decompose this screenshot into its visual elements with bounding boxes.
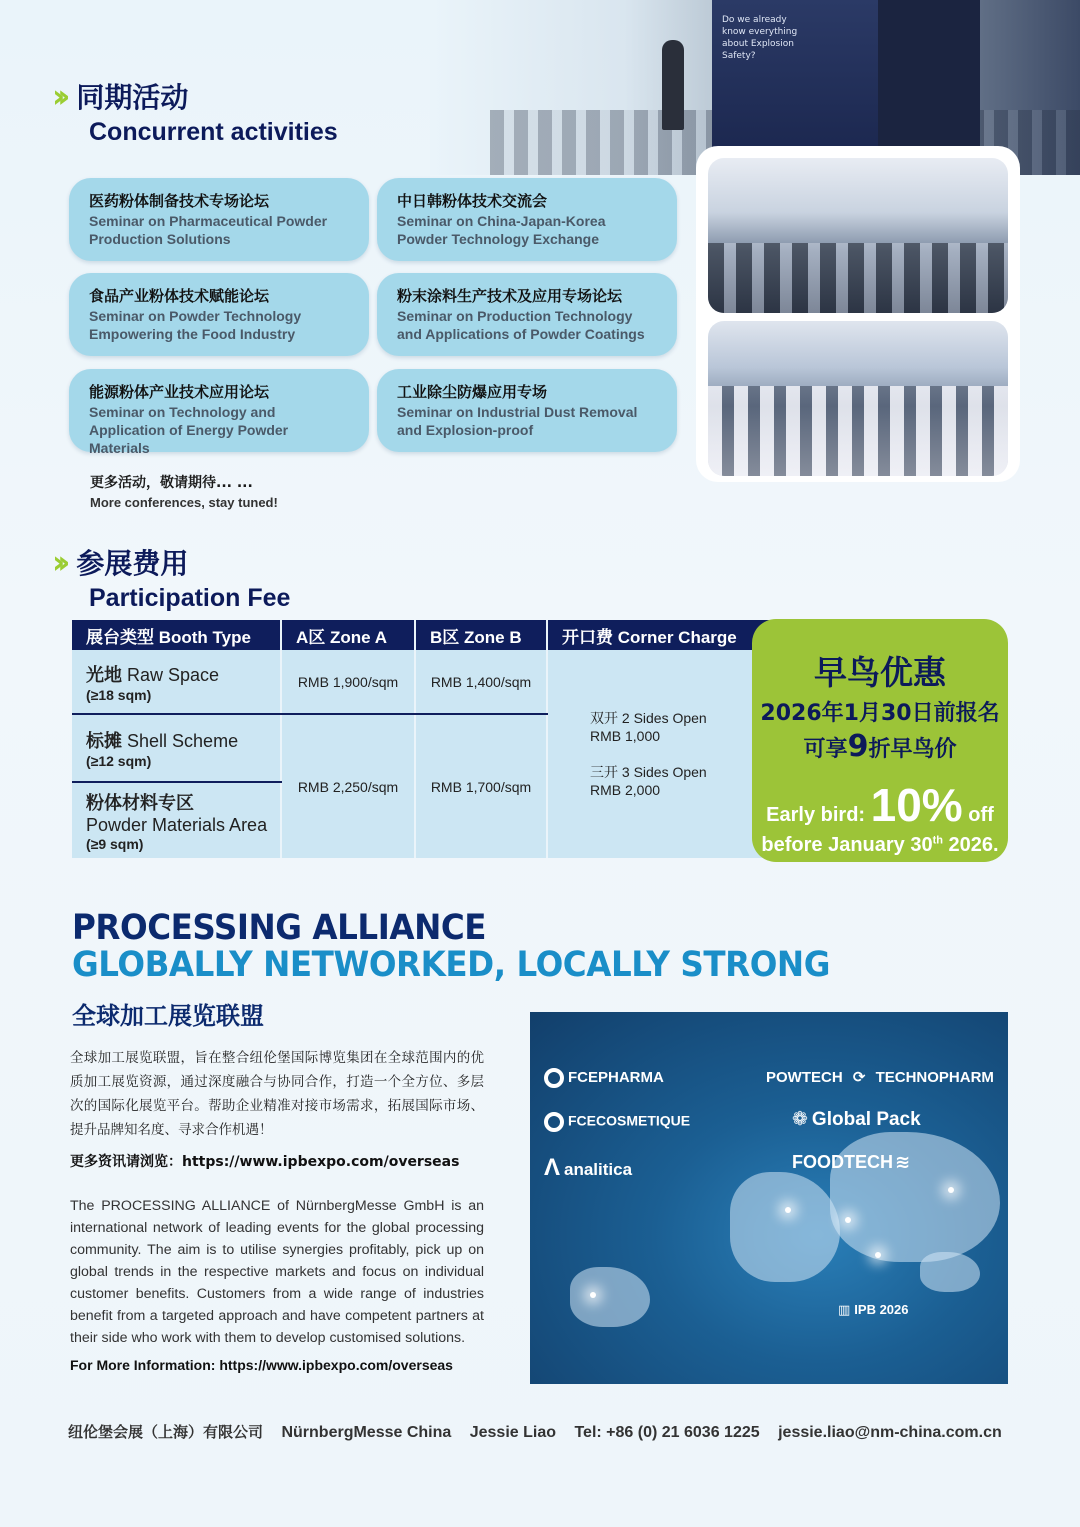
company-name-cn: 纽伦堡会展（上海）有限公司 [68, 1423, 264, 1441]
activity-title-en: Seminar on Powder Technology Empowering the Food Industry [89, 308, 302, 342]
seminar-photo [708, 158, 1008, 313]
activity-card [69, 369, 369, 456]
booth-size: (≥18 sqm) [86, 686, 152, 703]
header-zone-b: B区 Zone B [415, 620, 547, 650]
activity-title-en: Seminar on China-Japan-Korea Powder Technology Exchange [397, 213, 606, 247]
activity-card [377, 369, 677, 452]
booth-name-en: Powder Materials Area [86, 815, 268, 835]
more-activities-cn: 更多活动，敬请期待... ... [90, 475, 253, 491]
booth-size: (≥12 sqm) [86, 753, 152, 769]
activity-title-en: Seminar on Industrial Dust Removal and Explosion-proof [397, 404, 638, 438]
fee-heading [52, 542, 290, 613]
activity-card [377, 178, 677, 261]
activity-title-cn: 粉末涂料生产技术及应用专场论坛 [397, 287, 623, 305]
booth-type-cell [72, 714, 281, 782]
activity-title-en: Seminar on Pharmaceutical Powder Production Solutions [89, 213, 328, 247]
booth-name-en: Raw Space [127, 664, 220, 685]
price-zone-a: RMB 1,900/sqm [281, 650, 415, 714]
alliance-link-cn[interactable]: 更多资讯请浏览：https://www.ipbexpo.com/overseas [70, 1154, 460, 1170]
map-light [590, 1292, 596, 1298]
activity-card [377, 273, 677, 356]
booth-type-cell [72, 650, 281, 714]
early-bird-discount-cn: 可享9折早鸟价 [803, 729, 957, 764]
seminar-photo [708, 321, 1008, 476]
alliance-body-en: The PROCESSING ALLIANCE of NürnbergMesse GmbH is an international network of leading events for the global processing community. The aim is to utilise synergies profitably, pick up on global trends in the respective markets and focus on individual customer benefits. Customers from a wide range of industries benefit from a targeted approach and have competent partners at their side who work with them to develop customised solutions. [70, 1198, 484, 1346]
header-booth-type: 展台类型 Booth Type [72, 620, 281, 650]
corner-three-price: RMB 2,000 [590, 782, 661, 798]
alliance-title-cn: 全球加工展览联盟 [72, 1002, 264, 1030]
booth-name-cn: 标摊 [86, 731, 122, 751]
alliance-subtitle: GLOBALLY NETWORKED, LOCALLY STRONG [72, 945, 830, 985]
activity-title-en: Seminar on Production Technology and Applications of Powder Coatings [397, 308, 645, 342]
corner-three-label: 三开 3 Sides Open [590, 764, 707, 780]
fee-title-en: Participation Fee [89, 584, 291, 612]
fcecosmetique-logo: FCECOSMETIQUE [544, 1112, 690, 1132]
header-zone-a: A区 Zone A [281, 620, 415, 650]
activity-title-cn: 中日韩粉体技术交流会 [397, 192, 548, 210]
alliance-title: PROCESSING ALLIANCE [72, 908, 487, 948]
contact-email[interactable]: jessie.liao@nm-china.com.cn [778, 1424, 1002, 1441]
price-zone-b: RMB 1,700/sqm [415, 714, 547, 858]
side-screen [878, 0, 980, 150]
map-landmass [570, 1267, 650, 1327]
chevron-icon: ›› [52, 543, 63, 581]
activity-title-en: Seminar on Technology and Application of Energy Powder Materials [89, 404, 289, 456]
concurrent-title-en: Concurrent activities [89, 118, 338, 146]
screen-text: Do we already know everything about Explosion Safety? [722, 15, 798, 61]
corner-two-price: RMB 1,000 [590, 728, 661, 744]
powtech-logo: POWTECH ⟳ TECHNOPHARM [766, 1069, 994, 1086]
contact-name: Jessie Liao [469, 1424, 557, 1441]
fee-title-cn: 参展费用 [76, 547, 189, 580]
booth-name-cn: 粉体材料专区 [86, 793, 194, 813]
map-light [785, 1207, 791, 1213]
table-row [72, 650, 777, 714]
alliance-link-en[interactable]: For More Information: https://www.ipbexpo.com/overseas [70, 1357, 453, 1373]
activity-title-cn: 医药粉体制备技术专场论坛 [89, 192, 270, 210]
activity-card [69, 178, 369, 261]
activity-title-cn: 食品产业粉体技术赋能论坛 [89, 287, 270, 305]
price-zone-a: RMB 2,250/sqm [281, 714, 415, 858]
booth-type-cell [72, 782, 281, 858]
map-light [875, 1252, 881, 1258]
concurrent-heading [52, 76, 338, 147]
chevron-icon: ›› [52, 77, 63, 115]
early-bird-title: 早鸟优惠 [814, 653, 946, 692]
early-bird-discount-en: Early bird: 10% off [766, 779, 994, 831]
analitica-logo: Λ analitica [544, 1154, 633, 1181]
early-bird-deadline-en: before January 30th 2026. [761, 834, 999, 856]
alliance-body-cn: 全球加工展览联盟，旨在整合纽伦堡国际博览集团在全球范围内的优质加工展览资源，通过深度融合与协同合作，打造一个全方位、多层次的国际化展览平台。帮助企业精准对接市场需求，拓展国际市场、提升品牌知名度、寻求合作机遇！ [70, 1050, 484, 1138]
corner-charge-cell [547, 650, 777, 858]
globalpack-logo: ❁ Global Pack [792, 1109, 921, 1130]
map-landmass [920, 1252, 980, 1292]
map-light [948, 1187, 954, 1193]
more-activities-en: More conferences, stay tuned! [90, 495, 278, 510]
world-map-image [530, 1012, 1008, 1384]
booth-name-cn: 光地 [86, 664, 122, 685]
map-light [845, 1217, 851, 1223]
map-landmass [730, 1172, 840, 1282]
presenter-figure [662, 40, 684, 130]
booth-size: (≥9 sqm) [86, 836, 144, 852]
booth-name-en: Shell Scheme [127, 731, 239, 751]
early-bird-badge [752, 619, 1008, 862]
footer [68, 1421, 1016, 1442]
fcepharma-logo: FCEPHARMA [544, 1068, 664, 1088]
price-zone-b: RMB 1,400/sqm [415, 650, 547, 714]
activity-title-cn: 工业除尘防爆应用专场 [397, 383, 548, 401]
activity-title-cn: 能源粉体产业技术应用论坛 [89, 383, 270, 401]
header-corner: 开口费 Corner Charge [547, 620, 777, 650]
foodtech-logo: FOODTECH ≋ [792, 1152, 911, 1172]
fee-table [72, 620, 778, 858]
corner-two-label: 双开 2 Sides Open [590, 710, 707, 726]
ipb-logo: ▥ IPB 2026 [838, 1302, 909, 1317]
early-bird-deadline-cn: 2026年1月30日前报名 [760, 701, 1000, 726]
concurrent-title-cn: 同期活动 [76, 81, 189, 114]
contact-tel: Tel: +86 (0) 21 6036 1225 [574, 1424, 760, 1441]
company-name-en: NürnbergMesse China [281, 1424, 452, 1441]
activity-card [69, 273, 369, 356]
